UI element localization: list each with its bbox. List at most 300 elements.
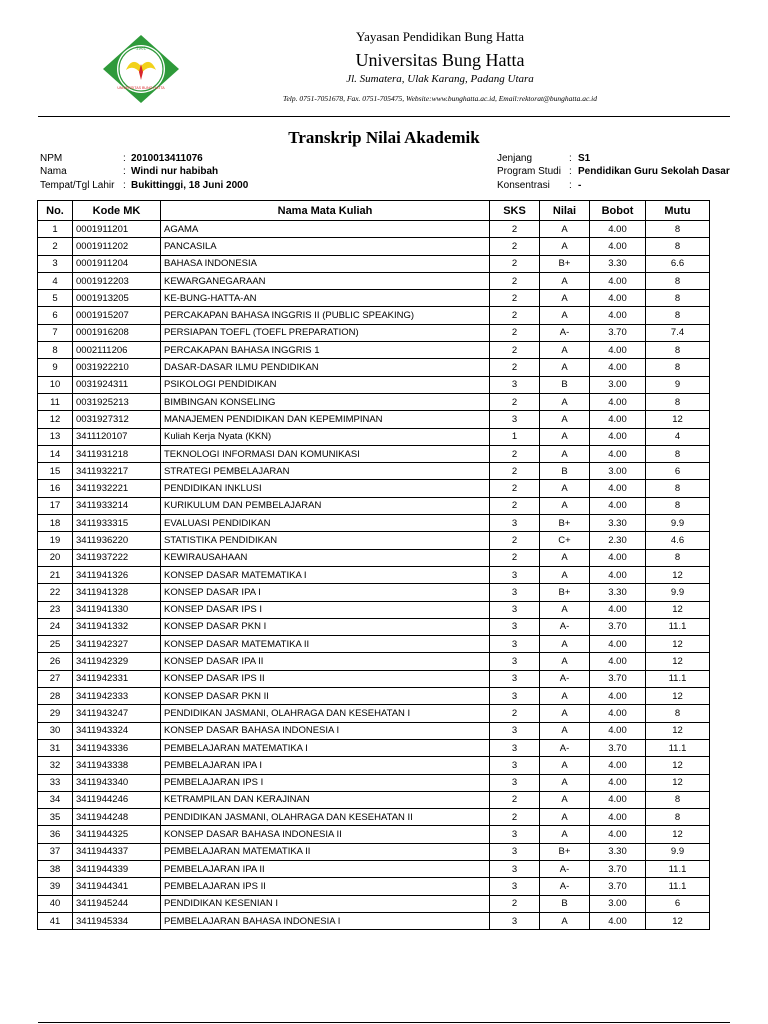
- npm-value: 2010013411076: [131, 153, 203, 164]
- cell-course: KONSEP DASAR BAHASA INDONESIA II: [161, 826, 490, 843]
- cell-course: KURIKULUM DAN PEMBELAJARAN: [161, 497, 490, 514]
- table-row: [38, 445, 710, 462]
- table-row: [38, 912, 710, 929]
- concentration-colon: :: [569, 180, 572, 191]
- table-row: [38, 705, 710, 722]
- cell-no: 33: [38, 774, 73, 791]
- cell-sks: 2: [490, 809, 540, 826]
- cell-weight: 3.70: [590, 618, 646, 635]
- cell-weight: 4.00: [590, 221, 646, 238]
- cell-grade: A: [540, 774, 590, 791]
- cell-course: BIMBINGAN KONSELING: [161, 393, 490, 410]
- cell-grade: A: [540, 601, 590, 618]
- cell-grade: B: [540, 463, 590, 480]
- cell-course: KONSEP DASAR IPS II: [161, 670, 490, 687]
- cell-grade: A: [540, 238, 590, 255]
- cell-code: 3411942329: [73, 653, 161, 670]
- cell-course: AGAMA: [161, 221, 490, 238]
- table-header-row: [38, 201, 710, 221]
- cell-weight: 4.00: [590, 342, 646, 359]
- cell-sks: 2: [490, 532, 540, 549]
- cell-no: 34: [38, 791, 73, 808]
- cell-grade: A: [540, 272, 590, 289]
- cell-course: KONSEP DASAR MATEMATIKA I: [161, 566, 490, 583]
- cell-quality: 6: [646, 895, 710, 912]
- level-label: Jenjang: [497, 153, 533, 164]
- cell-quality: 8: [646, 272, 710, 289]
- cell-grade: B+: [540, 515, 590, 532]
- cell-grade: A: [540, 757, 590, 774]
- cell-sks: 2: [490, 445, 540, 462]
- cell-course: PEMBELAJARAN MATEMATIKA I: [161, 739, 490, 756]
- cell-quality: 8: [646, 809, 710, 826]
- cell-grade: A: [540, 307, 590, 324]
- cell-grade: A: [540, 705, 590, 722]
- cell-sks: 3: [490, 566, 540, 583]
- header-divider: [38, 116, 730, 117]
- cell-weight: 3.70: [590, 670, 646, 687]
- cell-weight: 4.00: [590, 722, 646, 739]
- cell-grade: A: [540, 722, 590, 739]
- cell-no: 25: [38, 636, 73, 653]
- cell-course: Kuliah Kerja Nyata (KKN): [161, 428, 490, 445]
- cell-weight: 4.00: [590, 653, 646, 670]
- cell-grade: A: [540, 290, 590, 307]
- cell-course: KONSEP DASAR IPA I: [161, 584, 490, 601]
- cell-weight: 3.70: [590, 324, 646, 341]
- cell-no: 37: [38, 843, 73, 860]
- grades-table: [37, 200, 710, 930]
- cell-grade: A: [540, 393, 590, 410]
- cell-weight: 4.00: [590, 705, 646, 722]
- student-info-left: [40, 152, 340, 196]
- cell-no: 21: [38, 566, 73, 583]
- cell-quality: 8: [646, 480, 710, 497]
- cell-code: 3411943336: [73, 739, 161, 756]
- table-row: [38, 843, 710, 860]
- cell-sks: 3: [490, 653, 540, 670]
- cell-weight: 4.00: [590, 774, 646, 791]
- cell-weight: 3.30: [590, 255, 646, 272]
- cell-grade: A: [540, 636, 590, 653]
- university-address: Jl. Sumatera, Ulak Karang, Padang Utara: [346, 73, 534, 85]
- cell-no: 27: [38, 670, 73, 687]
- cell-sks: 2: [490, 290, 540, 307]
- cell-quality: 4: [646, 428, 710, 445]
- name-colon: :: [123, 166, 126, 177]
- cell-course: PENDIDIKAN JASMANI, OLAHRAGA DAN KESEHATAN I: [161, 705, 490, 722]
- cell-grade: B+: [540, 584, 590, 601]
- cell-grade: B: [540, 376, 590, 393]
- level-colon: :: [569, 153, 572, 164]
- cell-sks: 3: [490, 688, 540, 705]
- cell-course: STATISTIKA PENDIDIKAN: [161, 532, 490, 549]
- npm-row: [40, 152, 340, 166]
- cell-sks: 3: [490, 601, 540, 618]
- university-name: Universitas Bung Hatta: [355, 50, 525, 70]
- cell-grade: A: [540, 342, 590, 359]
- cell-code: 3411933315: [73, 515, 161, 532]
- cell-code: 3411943340: [73, 774, 161, 791]
- cell-weight: 4.00: [590, 428, 646, 445]
- document-title: Transkrip Nilai Akademik: [288, 128, 480, 147]
- cell-quality: 8: [646, 791, 710, 808]
- cell-no: 1: [38, 221, 73, 238]
- cell-quality: 12: [646, 566, 710, 583]
- cell-quality: 8: [646, 221, 710, 238]
- cell-sks: 2: [490, 480, 540, 497]
- cell-course: KE-BUNG-HATTA-AN: [161, 290, 490, 307]
- col-header-code: Kode MK: [73, 201, 161, 221]
- table-row: [38, 636, 710, 653]
- cell-sks: 2: [490, 272, 540, 289]
- cell-no: 40: [38, 895, 73, 912]
- cell-no: 2: [38, 238, 73, 255]
- col-header-sks: SKS: [490, 201, 540, 221]
- table-row: [38, 566, 710, 583]
- cell-grade: B+: [540, 255, 590, 272]
- cell-weight: 4.00: [590, 566, 646, 583]
- cell-weight: 4.00: [590, 445, 646, 462]
- grades-body: [38, 221, 710, 930]
- cell-grade: A: [540, 480, 590, 497]
- cell-sks: 2: [490, 221, 540, 238]
- cell-no: 26: [38, 653, 73, 670]
- table-row: [38, 515, 710, 532]
- cell-sks: 3: [490, 757, 540, 774]
- cell-code: 3411944341: [73, 878, 161, 895]
- program-colon: :: [569, 166, 572, 177]
- cell-no: 5: [38, 290, 73, 307]
- cell-sks: 1: [490, 428, 540, 445]
- cell-course: PERCAKAPAN BAHASA INGGRIS 1: [161, 342, 490, 359]
- cell-quality: 8: [646, 393, 710, 410]
- cell-weight: 4.00: [590, 238, 646, 255]
- cell-grade: A: [540, 912, 590, 929]
- cell-quality: 12: [646, 636, 710, 653]
- cell-course: KONSEP DASAR IPA II: [161, 653, 490, 670]
- cell-no: 38: [38, 860, 73, 877]
- cell-grade: A: [540, 826, 590, 843]
- cell-course: BAHASA INDONESIA: [161, 255, 490, 272]
- cell-no: 6: [38, 307, 73, 324]
- cell-grade: A: [540, 791, 590, 808]
- cell-no: 8: [38, 342, 73, 359]
- cell-code: 3411932217: [73, 463, 161, 480]
- cell-weight: 3.30: [590, 843, 646, 860]
- cell-code: 3411944325: [73, 826, 161, 843]
- cell-course: KONSEP DASAR BAHASA INDONESIA I: [161, 722, 490, 739]
- cell-course: PSIKOLOGI PENDIDIKAN: [161, 376, 490, 393]
- table-row: [38, 584, 710, 601]
- cell-course: STRATEGI PEMBELAJARAN: [161, 463, 490, 480]
- cell-grade: A-: [540, 739, 590, 756]
- table-row: [38, 791, 710, 808]
- cell-grade: A: [540, 411, 590, 428]
- cell-course: PEMBELAJARAN BAHASA INDONESIA I: [161, 912, 490, 929]
- cell-weight: 3.00: [590, 463, 646, 480]
- cell-sks: 3: [490, 722, 540, 739]
- logo-text: UNIVERSITAS BUNG HATTA: [117, 86, 165, 90]
- table-row: [38, 860, 710, 877]
- cell-weight: 4.00: [590, 480, 646, 497]
- table-row: [38, 826, 710, 843]
- cell-code: 0001915207: [73, 307, 161, 324]
- col-header-course: Nama Mata Kuliah: [161, 201, 490, 221]
- cell-code: 0001911204: [73, 255, 161, 272]
- cell-quality: 12: [646, 653, 710, 670]
- cell-quality: 9.9: [646, 584, 710, 601]
- cell-weight: 4.00: [590, 272, 646, 289]
- cell-code: 3411942327: [73, 636, 161, 653]
- table-row: [38, 393, 710, 410]
- cell-code: 3411945334: [73, 912, 161, 929]
- program-value: Pendidikan Guru Sekolah Dasar: [578, 166, 730, 177]
- cell-no: 24: [38, 618, 73, 635]
- cell-grade: B+: [540, 843, 590, 860]
- table-row: [38, 463, 710, 480]
- concentration-row: [497, 179, 737, 193]
- cell-grade: A: [540, 688, 590, 705]
- cell-no: 16: [38, 480, 73, 497]
- cell-code: 0001911201: [73, 221, 161, 238]
- cell-no: 15: [38, 463, 73, 480]
- col-header-weight: Bobot: [590, 201, 646, 221]
- university-logo: [102, 34, 180, 104]
- table-row: [38, 290, 710, 307]
- table-row: [38, 653, 710, 670]
- table-row: [38, 895, 710, 912]
- cell-no: 28: [38, 688, 73, 705]
- cell-code: 3411944248: [73, 809, 161, 826]
- cell-weight: 4.00: [590, 549, 646, 566]
- table-row: [38, 324, 710, 341]
- cell-no: 17: [38, 497, 73, 514]
- table-row: [38, 221, 710, 238]
- cell-sks: 3: [490, 843, 540, 860]
- cell-code: 3411931218: [73, 445, 161, 462]
- cell-course: KEWARGANEGARAAN: [161, 272, 490, 289]
- cell-weight: 4.00: [590, 809, 646, 826]
- cell-sks: 2: [490, 463, 540, 480]
- table-row: [38, 255, 710, 272]
- cell-course: PEMBELAJARAN IPS I: [161, 774, 490, 791]
- cell-grade: A-: [540, 670, 590, 687]
- cell-code: 3411933214: [73, 497, 161, 514]
- cell-weight: 4.00: [590, 826, 646, 843]
- cell-no: 3: [38, 255, 73, 272]
- cell-weight: 4.00: [590, 688, 646, 705]
- table-row: [38, 359, 710, 376]
- cell-quality: 12: [646, 774, 710, 791]
- name-label: Nama: [40, 166, 67, 177]
- cell-quality: 8: [646, 290, 710, 307]
- cell-sks: 2: [490, 238, 540, 255]
- cell-quality: 8: [646, 307, 710, 324]
- cell-code: 0001912203: [73, 272, 161, 289]
- table-row: [38, 601, 710, 618]
- cell-weight: 4.00: [590, 636, 646, 653]
- cell-no: 29: [38, 705, 73, 722]
- cell-no: 31: [38, 739, 73, 756]
- cell-weight: 4.00: [590, 912, 646, 929]
- cell-weight: 4.00: [590, 290, 646, 307]
- cell-no: 32: [38, 757, 73, 774]
- cell-course: PEMBELAJARAN IPS II: [161, 878, 490, 895]
- cell-quality: 8: [646, 238, 710, 255]
- table-row: [38, 722, 710, 739]
- cell-weight: 4.00: [590, 791, 646, 808]
- concentration-value: -: [578, 180, 582, 191]
- cell-course: PEMBELAJARAN IPA II: [161, 860, 490, 877]
- cell-quality: 8: [646, 497, 710, 514]
- cell-no: 22: [38, 584, 73, 601]
- cell-sks: 2: [490, 255, 540, 272]
- cell-code: 3411943247: [73, 705, 161, 722]
- cell-sks: 3: [490, 636, 540, 653]
- cell-code: 3411932221: [73, 480, 161, 497]
- col-header-quality: Mutu: [646, 201, 710, 221]
- cell-no: 19: [38, 532, 73, 549]
- cell-quality: 11.1: [646, 878, 710, 895]
- table-row: [38, 618, 710, 635]
- cell-code: 3411943338: [73, 757, 161, 774]
- cell-code: 0001916208: [73, 324, 161, 341]
- cell-sks: 3: [490, 912, 540, 929]
- cell-sks: 3: [490, 826, 540, 843]
- cell-no: 35: [38, 809, 73, 826]
- cell-sks: 3: [490, 515, 540, 532]
- cell-course: KONSEP DASAR IPS I: [161, 601, 490, 618]
- table-row: [38, 307, 710, 324]
- program-label: Program Studi: [497, 166, 561, 177]
- cell-quality: 8: [646, 342, 710, 359]
- cell-weight: 3.30: [590, 584, 646, 601]
- program-row: [497, 165, 737, 179]
- table-row: [38, 739, 710, 756]
- cell-weight: 4.00: [590, 359, 646, 376]
- cell-code: 3411937222: [73, 549, 161, 566]
- cell-course: MANAJEMEN PENDIDIKAN DAN KEPEMIMPINAN: [161, 411, 490, 428]
- table-row: [38, 497, 710, 514]
- cell-code: 0031925213: [73, 393, 161, 410]
- table-row: [38, 809, 710, 826]
- cell-sks: 3: [490, 860, 540, 877]
- cell-sks: 2: [490, 393, 540, 410]
- cell-sks: 2: [490, 359, 540, 376]
- table-row: [38, 238, 710, 255]
- cell-no: 30: [38, 722, 73, 739]
- col-header-no: No.: [38, 201, 73, 221]
- cell-code: 3411944337: [73, 843, 161, 860]
- cell-quality: 12: [646, 601, 710, 618]
- cell-quality: 12: [646, 688, 710, 705]
- logo-year: 1981: [135, 45, 147, 51]
- cell-sks: 2: [490, 549, 540, 566]
- cell-grade: A: [540, 445, 590, 462]
- cell-course: TEKNOLOGI INFORMASI DAN KOMUNIKASI: [161, 445, 490, 462]
- cell-code: 3411942333: [73, 688, 161, 705]
- table-row: [38, 428, 710, 445]
- cell-code: 3411936220: [73, 532, 161, 549]
- cell-sks: 2: [490, 342, 540, 359]
- cell-no: 13: [38, 428, 73, 445]
- cell-code: 3411945244: [73, 895, 161, 912]
- cell-quality: 9.9: [646, 843, 710, 860]
- table-row: [38, 342, 710, 359]
- cell-code: 0031924311: [73, 376, 161, 393]
- table-row: [38, 272, 710, 289]
- name-row: [40, 165, 340, 179]
- cell-quality: 11.1: [646, 739, 710, 756]
- cell-weight: 4.00: [590, 411, 646, 428]
- cell-quality: 8: [646, 359, 710, 376]
- cell-code: 3411943324: [73, 722, 161, 739]
- cell-weight: 4.00: [590, 307, 646, 324]
- cell-code: 3411941332: [73, 618, 161, 635]
- cell-quality: 6.6: [646, 255, 710, 272]
- cell-grade: A: [540, 653, 590, 670]
- cell-weight: 3.70: [590, 878, 646, 895]
- cell-no: 4: [38, 272, 73, 289]
- table-row: [38, 774, 710, 791]
- cell-weight: 3.70: [590, 739, 646, 756]
- cell-weight: 4.00: [590, 497, 646, 514]
- cell-quality: 12: [646, 722, 710, 739]
- cell-course: KEWIRAUSAHAAN: [161, 549, 490, 566]
- birth-colon: :: [123, 180, 126, 191]
- cell-course: KONSEP DASAR MATEMATIKA II: [161, 636, 490, 653]
- cell-quality: 6: [646, 463, 710, 480]
- cell-no: 18: [38, 515, 73, 532]
- cell-weight: 3.70: [590, 860, 646, 877]
- cell-sks: 3: [490, 878, 540, 895]
- cell-weight: 2.30: [590, 532, 646, 549]
- level-value: S1: [578, 153, 591, 164]
- cell-grade: A: [540, 549, 590, 566]
- cell-quality: 11.1: [646, 860, 710, 877]
- table-row: [38, 376, 710, 393]
- npm-label: NPM: [40, 153, 63, 164]
- cell-course: EVALUASI PENDIDIKAN: [161, 515, 490, 532]
- level-row: [497, 152, 737, 166]
- cell-course: PENDIDIKAN INKLUSI: [161, 480, 490, 497]
- cell-sks: 2: [490, 497, 540, 514]
- col-header-grade: Nilai: [540, 201, 590, 221]
- cell-course: KONSEP DASAR PKN II: [161, 688, 490, 705]
- cell-sks: 3: [490, 584, 540, 601]
- cell-weight: 3.00: [590, 376, 646, 393]
- cell-weight: 4.00: [590, 757, 646, 774]
- cell-grade: B: [540, 895, 590, 912]
- concentration-label: Konsentrasi: [497, 180, 550, 191]
- cell-quality: 7.4: [646, 324, 710, 341]
- cell-code: 3411944246: [73, 791, 161, 808]
- cell-quality: 12: [646, 912, 710, 929]
- table-row: [38, 688, 710, 705]
- cell-sks: 3: [490, 411, 540, 428]
- cell-quality: 8: [646, 549, 710, 566]
- cell-quality: 8: [646, 705, 710, 722]
- cell-no: 41: [38, 912, 73, 929]
- cell-quality: 8: [646, 445, 710, 462]
- cell-code: 0002111206: [73, 342, 161, 359]
- cell-course: KONSEP DASAR PKN I: [161, 618, 490, 635]
- cell-sks: 2: [490, 307, 540, 324]
- cell-code: 3411942331: [73, 670, 161, 687]
- table-row: [38, 480, 710, 497]
- cell-code: 3411941330: [73, 601, 161, 618]
